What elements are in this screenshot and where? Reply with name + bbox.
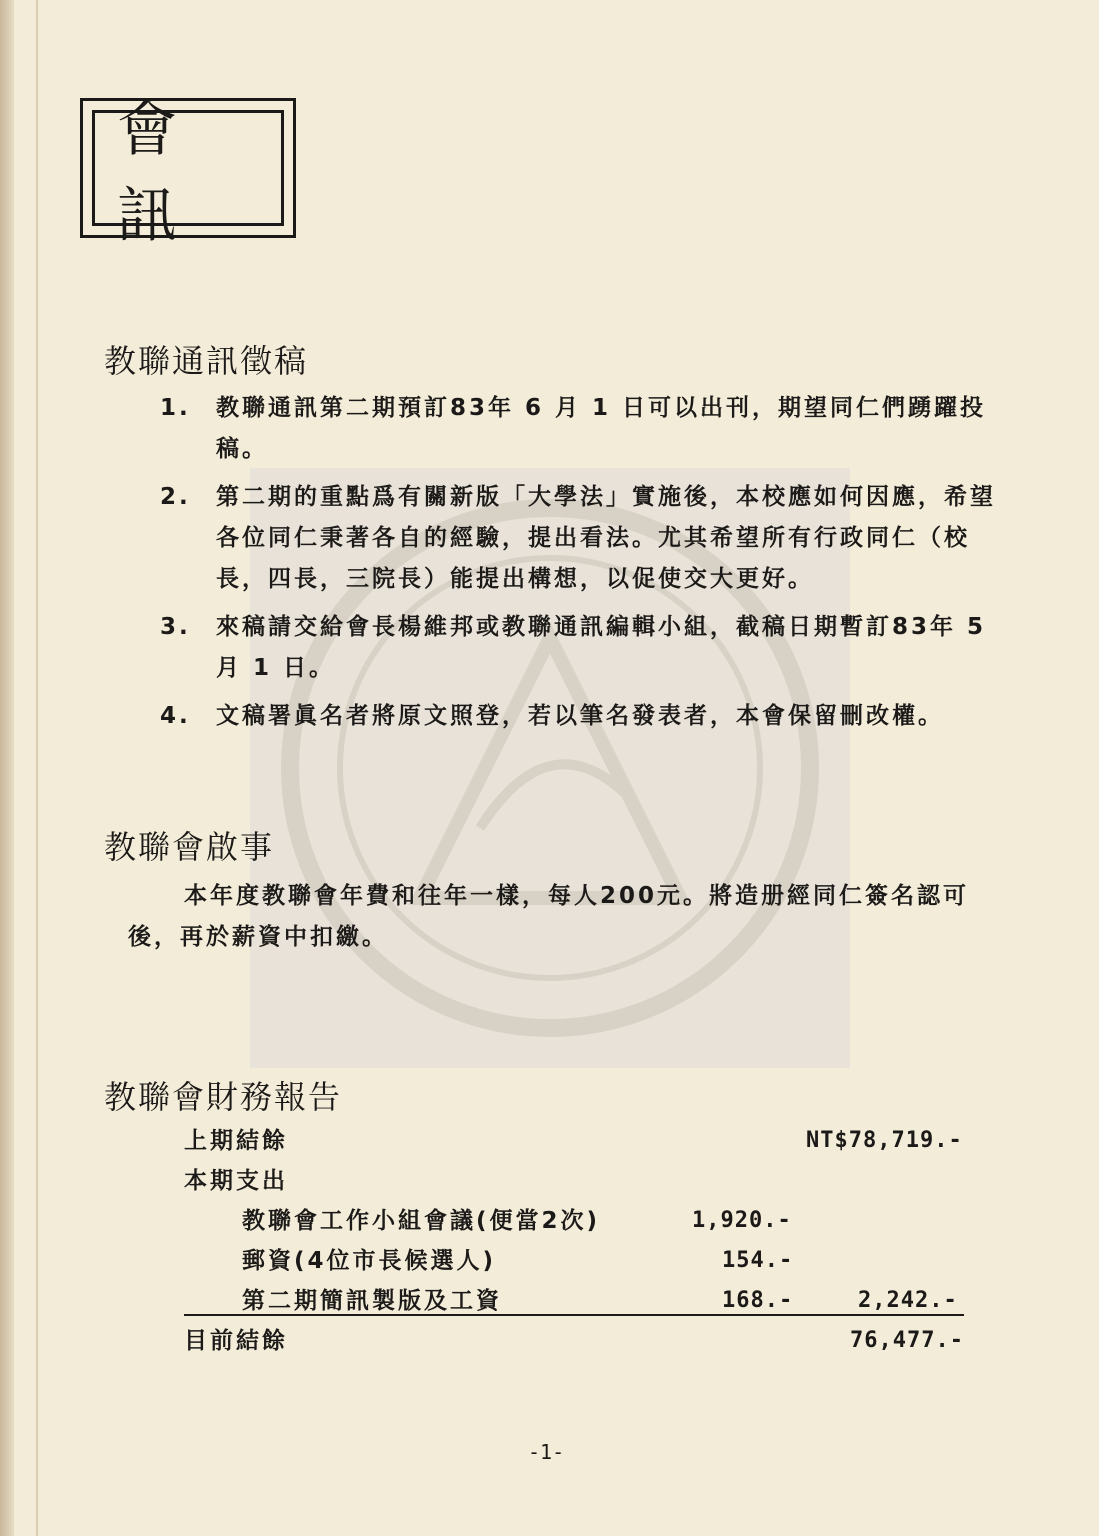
item-number: 2. xyxy=(160,484,191,510)
item-text: 來稿請交給會長楊維邦或教聯通訊編輯小組，截稿日期暫訂83年 5 月 1 日。 xyxy=(216,614,987,681)
section-heading-call-for-papers: 教聯通訊徵稿 xyxy=(104,342,309,380)
list-item xyxy=(160,696,1020,737)
announcement-text: 本年度教聯會年費和往年一樣，每人200元。將造册經同仁簽名認可後，再於薪資中扣繳。 xyxy=(128,883,970,950)
list-item xyxy=(160,607,1020,689)
expense-label-printing: 第二期簡訊製版及工資 xyxy=(242,1288,502,1314)
binding-line xyxy=(36,0,38,1536)
expense-label: 本期支出 xyxy=(184,1168,288,1194)
title-box xyxy=(80,95,296,251)
list-item xyxy=(160,388,1020,470)
page-spine xyxy=(0,0,14,1536)
item-number: 3. xyxy=(160,614,191,640)
expense-total: 2,242.- xyxy=(858,1288,958,1313)
page-number: -1- xyxy=(528,1440,565,1464)
item-number: 1. xyxy=(160,395,191,421)
call-for-papers-list xyxy=(160,388,1020,744)
expense-amount-meeting: 1,920.- xyxy=(692,1208,792,1233)
item-number: 4. xyxy=(160,703,191,729)
expense-label-meeting: 教聯會工作小組會議(便當2次) xyxy=(242,1208,601,1234)
item-text: 文稿署眞名者將原文照登，若以筆名發表者，本會保留刪改權。 xyxy=(216,703,944,729)
title-box-inner xyxy=(92,95,284,251)
expense-amount-printing: 168.- xyxy=(722,1288,794,1313)
total-rule xyxy=(184,1314,964,1316)
expense-amount-postage: 154.- xyxy=(722,1248,794,1273)
previous-balance-value: NT$78,719.- xyxy=(806,1128,963,1153)
previous-balance-label: 上期結餘 xyxy=(184,1128,288,1154)
item-text: 第二期的重點爲有關新版「大學法」實施後，本校應如何因應，希望各位同仁秉著各自的經驗，提出看法。尤其希望所有行政同仁（校長，四長，三院長）能提出構想，以促使交大更好。 xyxy=(216,484,996,592)
current-balance-label: 目前結餘 xyxy=(184,1328,288,1354)
section-heading-announcement: 教聯會啟事 xyxy=(104,828,275,866)
list-item xyxy=(160,477,1020,600)
item-text: 教聯通訊第二期預訂83年 6 月 1 日可以出刊，期望同仁們踴躍投稿。 xyxy=(216,395,987,462)
current-balance-value: 76,477.- xyxy=(850,1328,964,1353)
section-heading-financial-report: 教聯會財務報告 xyxy=(104,1078,343,1116)
expense-label-postage: 郵資(4位市長候選人) xyxy=(242,1248,497,1274)
page-title: 會 訊 xyxy=(117,95,199,251)
